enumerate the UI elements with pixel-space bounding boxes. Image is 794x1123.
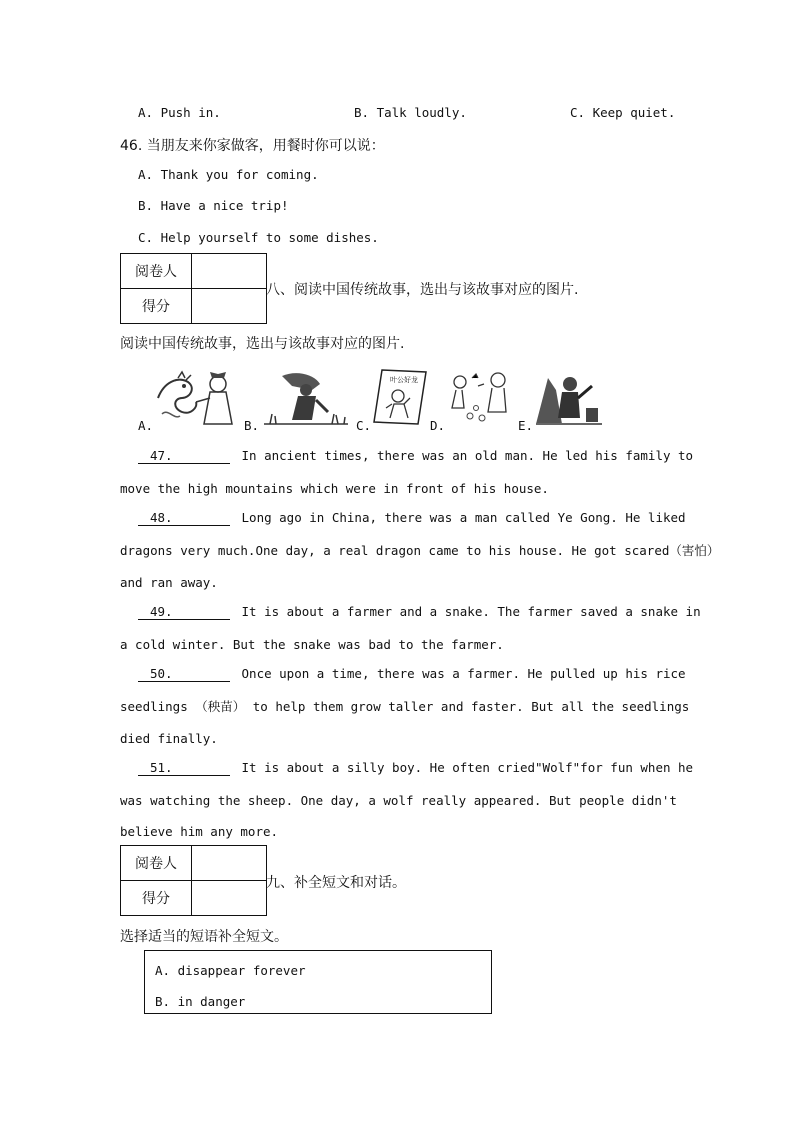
score-cell [192,289,267,324]
score-label: 得分 [121,881,192,916]
score-label: 得分 [121,289,192,324]
q48-row [138,510,686,526]
picture-e-mountain [534,368,604,426]
choice-a: A. disappear forever [155,963,306,978]
picture-label-b: B. [244,418,260,433]
section8-instruction: 阅读中国传统故事，选出与该故事对应的图片. [120,336,405,352]
q50-answer-blank[interactable]: 50. [138,666,230,682]
q49-answer-blank[interactable]: 49. [138,604,230,620]
q48-text-line1: Long ago in China, there was a man called Ye Gong. He liked [241,510,686,525]
q51-text-line1: It is about a silly boy. He often cried"Wolf"for fun when he [241,760,694,775]
q46-option-c: C. Help yourself to some dishes. [138,230,379,245]
section8-title: 八、阅读中国传统故事，选出与该故事对应的图片. [266,282,579,298]
score-cell [192,881,267,916]
section9-title: 九、补全短文和对话。 [266,875,406,891]
q46-stem: 46. 当朋友来你家做客，用餐时你可以说： [120,138,385,154]
choice-b: B. in danger [155,994,246,1009]
q47-text-line1: In ancient times, there was an old man. He led his family to [241,448,694,463]
score-table-section8 [120,253,267,324]
picture-label-e: E. [518,418,534,433]
q47-row [138,448,693,464]
q47-text-line2: move the high mountains which were in front of his house. [120,481,549,496]
q51-text-line3: believe him any more. [120,824,279,839]
q51-answer-blank[interactable]: 51. [138,760,230,776]
section9-instruction: 选择适当的短语补全短文。 [120,929,288,945]
q50-text-line2: seedlings （秧苗） to help them grow taller and faster. But all the seedlings [120,699,690,714]
picture-label-d: D. [430,418,446,433]
q50-row [138,666,686,682]
q46-option-b: B. Have a nice trip! [138,198,289,213]
picture-c-poster [372,368,428,426]
q49-text-line1: It is about a farmer and a snake. The farmer saved a snake in [241,604,701,619]
picture-b-seedlings [262,368,348,426]
q48-text-line3: and ran away. [120,575,218,590]
reviewer-cell [192,846,267,881]
q49-text-line2: a cold winter. But the snake was bad to the farmer. [120,637,504,652]
q51-row [138,760,693,776]
picture-label-c: C. [356,418,372,433]
picture-a-dragon [152,368,240,426]
reviewer-label: 阅卷人 [121,254,192,289]
picture-d-wolf-boy [448,368,514,426]
reviewer-cell [192,254,267,289]
q45-option-b: B. Talk loudly. [354,105,467,120]
q46-option-a: A. Thank you for coming. [138,167,319,182]
score-table-section9 [120,845,267,916]
q47-answer-blank[interactable]: 47. [138,448,230,464]
q48-answer-blank[interactable]: 48. [138,510,230,526]
q51-text-line2: was watching the sheep. One day, a wolf really appeared. But people didn't [120,793,677,808]
reviewer-label: 阅卷人 [121,846,192,881]
q50-text-line1: Once upon a time, there was a farmer. He pulled up his rice [241,666,686,681]
q45-option-c: C. Keep quiet. [570,105,676,120]
choice-box [144,950,492,1014]
q50-text-line3: died finally. [120,731,218,746]
q45-option-a: A. Push in. [138,105,221,120]
picture-c-sign-text: 叶公好龙 [390,376,418,384]
q48-text-line2: dragons very much.One day, a real dragon came to his house. He got scared（害怕） [120,543,720,558]
picture-label-a: A. [138,418,154,433]
q49-row [138,604,701,620]
